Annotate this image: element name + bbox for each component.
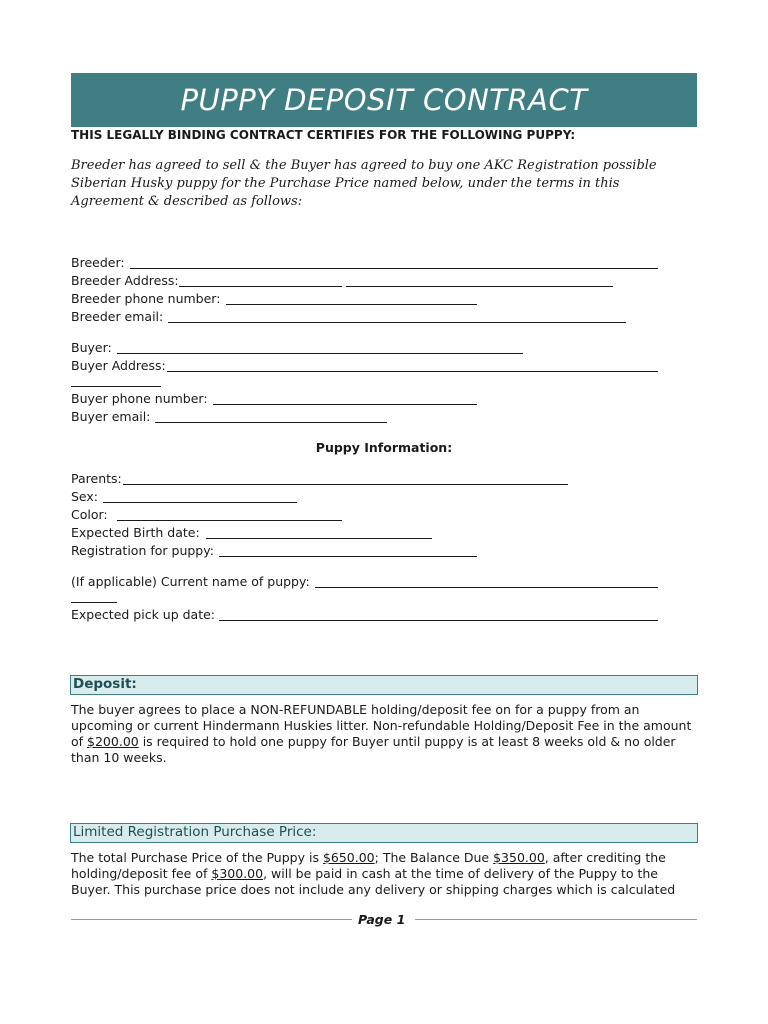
parents-label: Parents: bbox=[71, 471, 122, 486]
buyer-name-label: Buyer: bbox=[71, 340, 112, 355]
buyer-address-label: Buyer Address: bbox=[71, 358, 166, 373]
page-number: Page 1 bbox=[358, 912, 406, 927]
current-name-line-2[interactable] bbox=[71, 602, 117, 603]
page-title: PUPPY DEPOSIT CONTRACT bbox=[180, 83, 588, 117]
breeder-email-line[interactable] bbox=[168, 322, 626, 323]
breeder-name-label: Breeder: bbox=[71, 255, 125, 270]
current-name-line-1[interactable] bbox=[315, 587, 658, 588]
puppy-info-heading: Puppy Information: bbox=[315, 440, 453, 455]
breeder-address-label: Breeder Address: bbox=[71, 273, 179, 288]
deposit-heading: Deposit: bbox=[73, 676, 137, 692]
color-label: Color: bbox=[71, 507, 108, 522]
balance-due: $350.00 bbox=[493, 850, 545, 865]
breeder-email-label: Breeder email: bbox=[71, 309, 164, 324]
deposit-fee-amount: $300.00 bbox=[211, 866, 264, 881]
purchase-text-1: The total Purchase Price of the Puppy is bbox=[71, 850, 323, 865]
purchase-price: $650.00 bbox=[322, 850, 375, 865]
purchase-text-4: , will be paid in cash at the time of delivery of the Puppy to the Buyer. This purchase price does not include any delivery or shipping charges which is calculated bbox=[71, 866, 676, 897]
footer-rule-right bbox=[415, 919, 697, 920]
breeder-address-line-2[interactable] bbox=[346, 286, 613, 287]
breeder-phone-label: Breeder phone number: bbox=[71, 291, 221, 306]
purchase-section-header bbox=[70, 823, 698, 843]
title-banner bbox=[71, 73, 697, 127]
footer-rule-left bbox=[71, 919, 352, 920]
color-line[interactable] bbox=[117, 520, 342, 521]
registration-label: Registration for puppy: bbox=[71, 543, 214, 558]
deposit-text-2: is required to hold one puppy for Buyer until puppy is at least 8 weeks old & no older than 10 weeks. bbox=[71, 734, 676, 765]
purchase-heading: Limited Registration Purchase Price: bbox=[73, 824, 317, 840]
breeder-phone-line[interactable] bbox=[226, 304, 477, 305]
buyer-email-label: Buyer email: bbox=[71, 409, 151, 424]
deposit-text-1: The buyer agrees to place a NON-REFUNDABLE holding/deposit fee on for a puppy from an upcoming or current Hindermann Huskies litter. Non-refundable Holding/Deposit Fee in the amount of bbox=[71, 702, 692, 749]
sex-label: Sex: bbox=[71, 489, 99, 504]
buyer-name-line[interactable] bbox=[117, 353, 523, 354]
certifies-heading: THIS LEGALLY BINDING CONTRACT CERTIFIES FOR THE FOLLOWING PUPPY: bbox=[71, 128, 576, 142]
buyer-phone-label: Buyer phone number: bbox=[71, 391, 208, 406]
birth-date-label: Expected Birth date: bbox=[71, 525, 200, 540]
deposit-paragraph bbox=[71, 702, 701, 766]
buyer-phone-line[interactable] bbox=[213, 404, 477, 405]
breeder-name-line[interactable] bbox=[130, 268, 658, 269]
pickup-date-line[interactable] bbox=[219, 620, 658, 621]
sex-line[interactable] bbox=[103, 502, 297, 503]
deposit-amount: $200.00 bbox=[87, 734, 139, 749]
purchase-text-2: ; The Balance Due bbox=[374, 850, 494, 865]
intro-paragraph: Breeder has agreed to sell & the Buyer has agreed to buy one AKC Registration possible Siberian Husky puppy for the Purchase Price named below, under the terms in this Agreement & described as follows: bbox=[71, 158, 657, 209]
purchase-paragraph bbox=[71, 850, 701, 898]
buyer-address-line-2[interactable] bbox=[71, 386, 161, 387]
parents-line[interactable] bbox=[123, 484, 568, 485]
deposit-section-header bbox=[70, 675, 698, 695]
current-name-label: (If applicable) Current name of puppy: bbox=[71, 574, 310, 589]
birth-date-line[interactable] bbox=[206, 538, 432, 539]
registration-line[interactable] bbox=[219, 556, 477, 557]
purchase-text-3: , after crediting the holding/deposit fee of bbox=[71, 850, 666, 881]
buyer-address-line-1[interactable] bbox=[167, 371, 658, 372]
breeder-address-line-1[interactable] bbox=[179, 286, 342, 287]
pickup-date-label: Expected pick up date: bbox=[71, 607, 216, 622]
buyer-email-line[interactable] bbox=[155, 422, 387, 423]
